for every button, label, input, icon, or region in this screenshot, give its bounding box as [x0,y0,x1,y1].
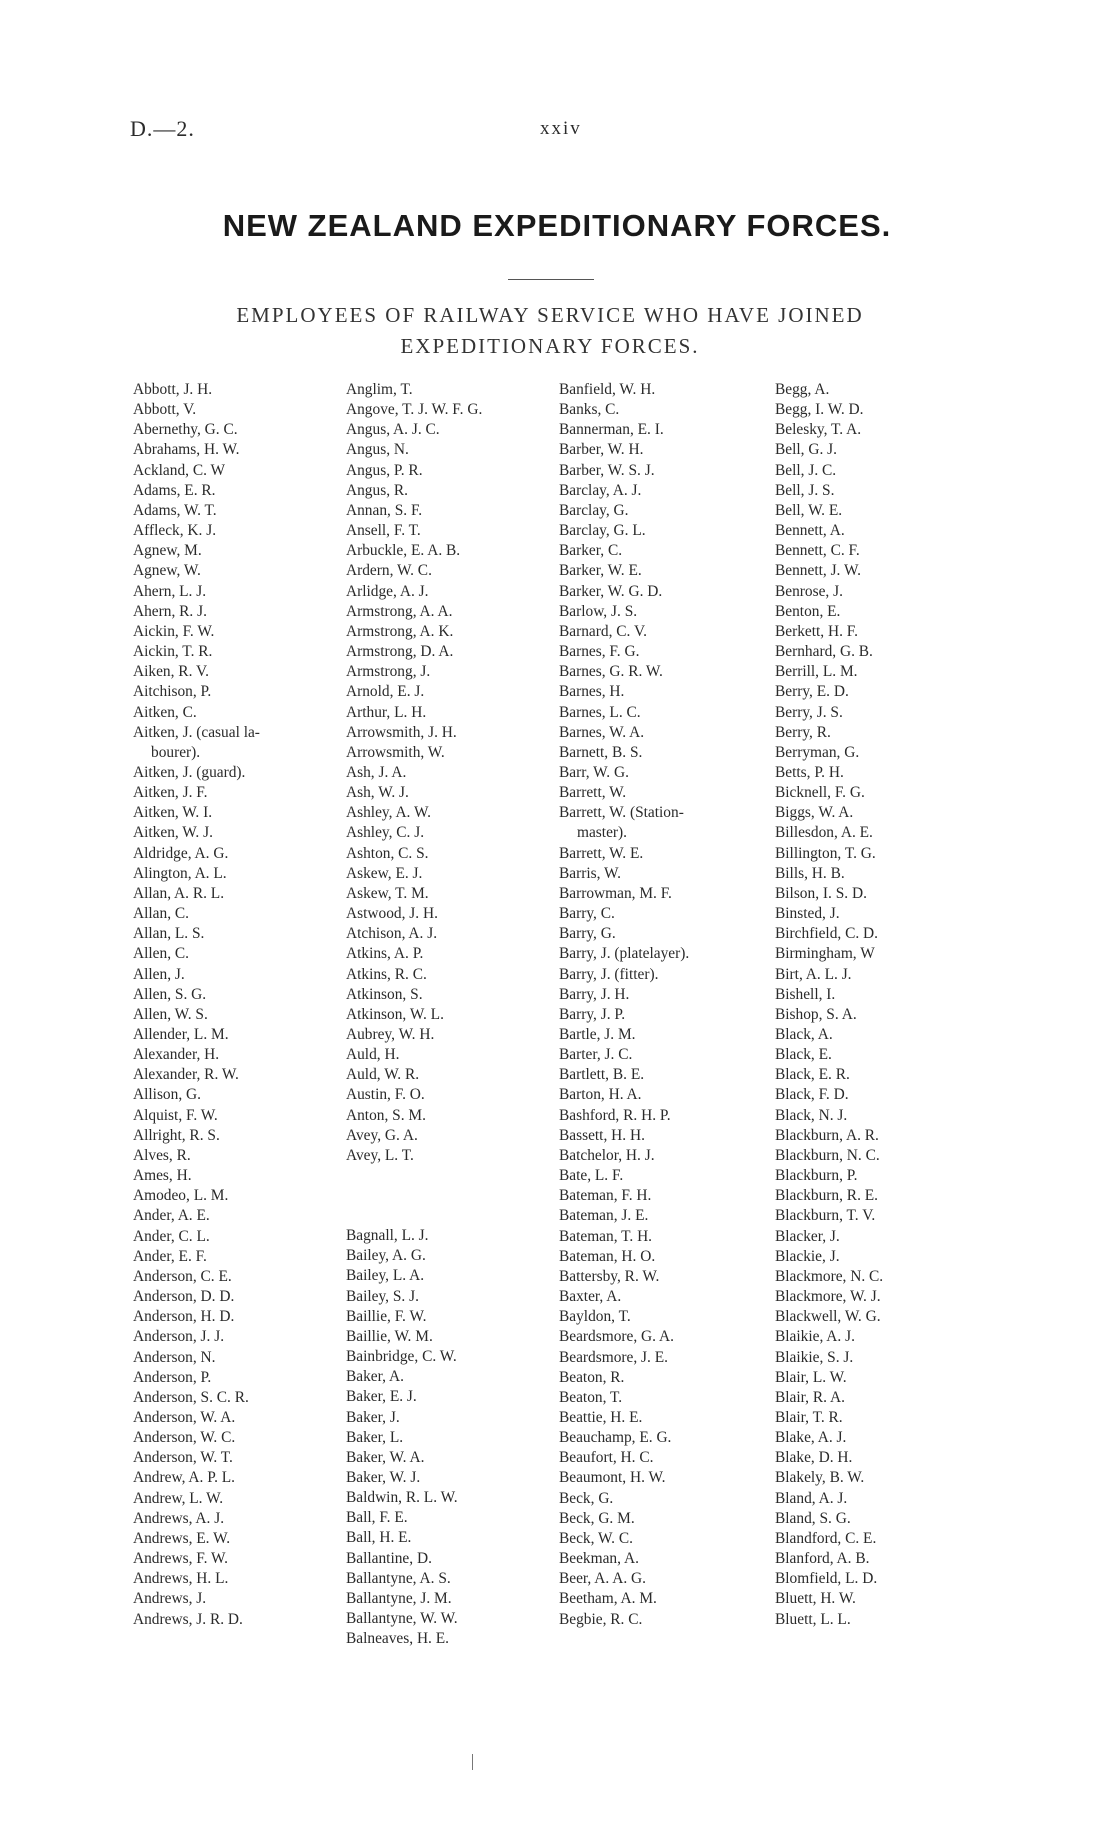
list-item: Aitken, W. I. [133,804,213,822]
list-item: Ballantyne, W. W. [346,1610,458,1628]
list-item: Anderson, N. [133,1348,216,1366]
list-item: Blaikie, S. J. [775,1348,854,1366]
list-item: Andrew, A. P. L. [133,1469,236,1487]
footer-mark [472,1754,473,1770]
list-item: Abbott, V. [133,401,197,419]
list-item: Baker, L. [346,1428,404,1446]
list-item: Arlidge, A. J. [346,582,429,600]
list-item: Armstrong, A. K. [346,622,454,640]
list-item: Adams, W. T. [133,501,217,519]
list-item: Bailey, L. A. [346,1267,425,1285]
list-item: Blake, A. J. [775,1429,847,1447]
list-item: Berkett, H. F. [775,622,858,640]
list-item: Bailey, A. G. [346,1247,426,1265]
list-item: Beauchamp, E. G. [559,1429,672,1447]
list-item: Berry, E. D. [775,683,849,701]
list-item: Barker, C. [559,542,623,560]
list-item: Blair, T. R. [775,1408,843,1426]
list-item: Black, E. [775,1046,832,1064]
list-item: Arbuckle, E. A. B. [346,542,461,560]
list-item: Baillie, F. W. [346,1307,427,1325]
list-item: Andrews, H. L. [133,1570,229,1588]
list-item: Barris, W. [559,864,621,882]
list-item: Barclay, A. J. [559,481,642,499]
list-item: Atchison, A. J. [346,925,438,943]
list-item: Barnes, F. G. [559,643,640,661]
list-item: Baker, W. J. [346,1468,421,1486]
list-item: Bainbridge, C. W. [346,1348,457,1366]
list-item: Bailey, S. J. [346,1287,419,1305]
list-item: Blakely, B. W. [775,1469,865,1487]
list-item: Beaton, R. [559,1368,625,1386]
list-item: Berrill, L. M. [775,663,858,681]
list-item: Anderson, W. A. [133,1408,236,1426]
list-item: Arnold, E. J. [346,683,425,701]
list-item: Bell, J. C. [775,461,837,479]
list-item: Ash, J. A. [346,763,407,781]
list-item: Bannerman, E. I. [559,421,664,439]
list-item: Ander, E. F. [133,1247,207,1265]
list-item: Batchelor, H. J. [559,1146,655,1164]
list-item: Barker, W. E. [559,562,642,580]
list-item: Birmingham, W [775,945,875,963]
list-item: Armstrong, D. A. [346,643,454,661]
list-item: Andrews, J. [133,1590,207,1608]
list-item: Blackburn, N. C. [775,1146,880,1164]
list-item: Blackburn, R. E. [775,1187,879,1205]
list-item: Baldwin, R. L. W. [346,1489,458,1507]
list-item: Aickin, F. W. [133,622,215,640]
list-item: Blair, R. A. [775,1388,845,1406]
list-item: Aiken, R. V. [133,663,209,681]
list-item: Barry, J. P. [559,1005,626,1023]
list-item: Aldridge, A. G. [133,844,229,862]
names-column-4 [775,380,971,1630]
list-item: Benton, E. [775,602,841,620]
list-item: Beardsmore, G. A. [559,1328,674,1346]
list-item: Barrett, W. E. [559,844,644,862]
list-item: Anderson, J. J. [133,1328,225,1346]
list-item: Barnard, C. V. [559,622,647,640]
list-item: Bishell, I. [775,985,836,1003]
list-item: Annan, S. F. [346,501,423,519]
list-item: Abbott, J. H. [133,381,213,398]
list-item: Avey, L. T. [346,1146,414,1164]
list-item: Andrews, E. W. [133,1529,231,1547]
list-item: Amodeo, L. M. [133,1187,229,1205]
list-item: Aickin, T. R. [133,643,213,661]
list-item: Ball, F. E. [346,1509,408,1527]
list-item: Anderson, W. T. [133,1449,233,1467]
list-item: Allan, A. R. L. [133,884,225,902]
list-item: Armstrong, A. A. [346,602,453,620]
list-item: Barry, J. (platelayer). [559,945,690,963]
list-item: Affleck, K. J. [133,522,217,540]
list-item: Alexander, R. W. [133,1066,239,1084]
list-item: Ansell, F. T. [346,522,421,540]
section-subtitle [150,300,950,362]
list-item: Angus, A. J. C. [346,421,440,439]
list-item: Ash, W. J. [346,784,409,802]
names-column-3 [559,380,755,1630]
list-item: Blackburn, P. [775,1167,858,1185]
list-item: Blackmore, W. J. [775,1288,881,1306]
page-reference: D.—2. [130,116,195,141]
list-item: Anderson, C. E. [133,1267,232,1285]
list-item: Ballantyne, J. M. [346,1589,452,1607]
list-item: Beaton, T. [559,1388,623,1406]
list-item: Bell, W. E. [775,501,843,519]
list-item: Ander, C. L. [133,1227,210,1245]
list-item: Avey, G. A. [346,1126,418,1144]
list-item: Ashley, C. J. [346,824,425,842]
list-item: Askew, E. J. [346,864,423,882]
list-item: Aitken, W. J. [133,824,213,842]
list-item: Bishop, S. A. [775,1005,857,1023]
list-item: Benrose, J. [775,582,843,600]
list-item: Agnew, M. [133,542,202,560]
list-item: Bell, J. S. [775,481,835,499]
list-item: Arthur, L. H. [346,703,427,721]
list-item: Baker, W. A. [346,1448,425,1466]
list-item: Baker, A. [346,1368,404,1386]
list-item: Blackie, J. [775,1247,840,1265]
list-item: Barclay, G. [559,501,629,519]
list-item: Bennett, A. [775,522,845,540]
list-item: Auld, H. [346,1046,400,1064]
list-item: Barnes, L. C. [559,703,641,721]
list-item: Astwood, J. H. [346,905,438,923]
page-number: xxiv [540,118,582,139]
subtitle-line-2: EXPEDITIONARY FORCES. [400,334,700,358]
list-item: Ballantyne, A. S. [346,1569,451,1587]
list-item: Atkinson, W. L. [346,1005,444,1023]
list-item: Beardsmore, J. E. [559,1348,668,1366]
list-item: Billington, T. G. [775,844,876,862]
list-item: Bernhard, G. B. [775,643,873,661]
list-item: Andrews, A. J. [133,1509,225,1527]
list-item: Ardern, W. C. [346,562,432,580]
list-item: Bilson, I. S. D. [775,884,867,902]
list-item: Ballantine, D. [346,1549,432,1567]
list-item: Barrowman, M. F. [559,884,672,902]
list-item: Blaikie, A. J. [775,1328,855,1346]
list-item: Alington, A. L. [133,864,227,882]
list-item: Berry, R. [775,723,831,741]
list-item: Belesky, T. A. [775,421,862,439]
list-item: Allender, L. M. [133,1026,229,1043]
list-item: Beetham, A. M. [559,1590,657,1608]
list-item: Baker, J. [346,1408,400,1426]
list-item: Ahern, R. J. [133,602,207,620]
list-item: Barber, W. H. [559,441,644,459]
list-item: Bicknell, F. G. [775,784,865,802]
list-item: Bartlett, B. E. [559,1066,645,1084]
list-item: Barnes, G. R. W. [559,663,663,681]
list-item: Bland, S. G. [775,1509,851,1527]
list-item: Bagnall, L. J. [346,1227,429,1245]
list-item: Allen, J. [133,965,185,983]
list-item: Allright, R. S. [133,1126,220,1144]
list-item: Blackwell, W. G. [775,1308,881,1326]
names-column-2-b-block [346,1226,542,1649]
list-item: Beck, G. [559,1489,614,1507]
list-item: Blandford, C. E. [775,1529,877,1547]
list-item: Barlow, J. S. [559,602,638,620]
list-item: Balneaves, H. E. [346,1630,450,1648]
list-item: Bassett, H. H. [559,1126,645,1144]
list-item: Blackmore, N. C. [775,1267,884,1285]
list-item: Atkinson, S. [346,985,423,1003]
list-item: Blackburn, T. V. [775,1207,876,1225]
list-item: Birchfield, C. D. [775,925,879,943]
list-item: Anderson, P. [133,1368,212,1386]
list-item: Blacker, J. [775,1227,840,1245]
list-item: Arrowsmith, W. [346,743,445,761]
list-item: Aitken, J. F. [133,784,208,802]
list-item: Allen, W. S. [133,1005,208,1023]
list-item: Alves, R. [133,1146,191,1164]
list-item: Ander, A. E. [133,1207,210,1225]
list-item: Barrett, W. [559,784,627,802]
list-item: Allison, G. [133,1086,201,1104]
list-item: Begg, I. W. D. [775,401,864,419]
list-item: Barr, W. G. [559,763,629,781]
list-item: Askew, T. M. [346,884,429,902]
list-item: Blair, L. W. [775,1368,847,1386]
list-item: Alexander, H. [133,1046,220,1064]
list-item: Barnes, H. [559,683,625,701]
list-item: Black, F. D. [775,1086,849,1104]
list-item: Beaufort, H. C. [559,1449,654,1467]
list-item: Angus, R. [346,481,408,499]
list-item: Bland, A. J. [775,1489,848,1507]
list-item: Anderson, H. D. [133,1308,235,1326]
list-item: Bateman, F. H. [559,1187,652,1205]
list-item: Anton, S. M. [346,1106,426,1124]
list-item: Abrahams, H. W. [133,441,240,459]
list-item: Armstrong, J. [346,663,431,681]
list-item: Angove, T. J. W. F. G. [346,401,483,419]
list-item: Bell, G. J. [775,441,837,459]
list-item: Adams, E. R. [133,481,216,499]
names-column-2 [346,380,542,1649]
list-item: Barnett, B. S. [559,743,643,761]
list-item: Blanford, A. B. [775,1550,870,1568]
list-item: Betts, P. H. [775,763,844,781]
title-divider [508,279,594,280]
list-item: Baker, E. J. [346,1388,417,1406]
list-item: Anderson, D. D. [133,1288,235,1306]
list-item: Beattie, H. E. [559,1408,643,1426]
list-item: Bluett, H. W. [775,1590,856,1608]
list-item: Beaumont, H. W. [559,1469,666,1487]
list-item: Blomfield, L. D. [775,1570,878,1588]
list-item: Allan, C. [133,905,190,923]
list-item: Bluett, L. L. [775,1610,851,1628]
list-item: Bashford, R. H. P. [559,1106,671,1124]
list-item: Bayldon, T. [559,1308,631,1326]
list-item: Black, N. J. [775,1106,848,1124]
list-item: Alquist, F. W. [133,1106,218,1124]
list-item: Barnes, W. A. [559,723,645,741]
list-item: Billesdon, A. E. [775,824,873,842]
list-item: Barker, W. G. D. [559,582,663,600]
list-item: Beck, G. M. [559,1509,635,1527]
list-item: Allen, C. [133,945,190,963]
list-item: Arrowsmith, J. H. [346,723,457,741]
names-column-1 [133,380,329,1630]
list-item: master). [577,824,627,842]
list-item: Atkins, A. P. [346,945,424,963]
list-item: Angus, P. R. [346,461,423,479]
list-item: Allan, L. S. [133,925,205,943]
list-item: Blackburn, A. R. [775,1126,879,1144]
list-item: Banks, C. [559,401,620,419]
list-item: Abernethy, G. C. [133,421,238,439]
list-item: Aitken, J. (casual la- [133,723,260,741]
list-item: Berry, J. S. [775,703,843,721]
list-item: Binsted, J. [775,905,840,923]
list-item: Barry, C. [559,905,615,923]
list-item: Beck, W. C. [559,1529,633,1547]
list-item: Banfield, W. H. [559,381,656,398]
list-item: Beer, A. A. G. [559,1570,647,1588]
names-column-2-a-block [346,380,542,1166]
list-item: Bennett, C. F. [775,542,860,560]
list-item: Beekman, A. [559,1550,639,1568]
list-item: Ball, H. E. [346,1529,412,1547]
list-item: Berryman, G. [775,743,860,761]
list-item: Baxter, A. [559,1288,622,1306]
list-item: Ashton, C. S. [346,844,429,862]
list-item: Anderson, S. C. R. [133,1388,249,1406]
list-item: Bateman, H. O. [559,1247,656,1265]
list-item: Atkins, R. C. [346,965,427,983]
list-item: Ackland, C. W [133,461,226,479]
list-item: Begg, A. [775,381,830,398]
list-item: Bateman, J. E. [559,1207,649,1225]
list-item: Aitken, C. [133,703,197,721]
page-title: NEW ZEALAND EXPEDITIONARY FORCES. [222,208,892,243]
list-item: Blake, D. H. [775,1449,853,1467]
list-item: Barry, J. (fitter). [559,965,659,983]
list-item: Austin, F. O. [346,1086,425,1104]
list-item: Ames, H. [133,1167,192,1185]
list-item: Barrett, W. (Station- [559,804,684,822]
list-item: Ashley, A. W. [346,804,431,822]
list-item: Allen, S. G. [133,985,207,1003]
list-item: Black, E. R. [775,1066,850,1084]
list-item: Barry, G. [559,925,616,943]
list-item: bourer). [151,743,201,761]
list-item: Barton, H. A. [559,1086,642,1104]
list-item: Anderson, W. C. [133,1429,236,1447]
list-item: Anglim, T. [346,381,413,398]
list-item: Bills, H. B. [775,864,845,882]
list-item: Barclay, G. L. [559,522,646,540]
list-item: Bennett, J. W. [775,562,861,580]
list-item: Andrew, L. W. [133,1489,224,1507]
list-item: Bartle, J. M. [559,1026,636,1043]
list-item: Andrews, F. W. [133,1550,228,1568]
list-item: Baillie, W. M. [346,1327,433,1345]
list-item: Barber, W. S. J. [559,461,655,479]
list-item: Begbie, R. C. [559,1610,643,1628]
list-item: Bateman, T. H. [559,1227,653,1245]
list-item: Aubrey, W. H. [346,1026,435,1043]
list-item: Barter, J. C. [559,1046,633,1064]
list-item: Barry, J. H. [559,985,630,1003]
list-item: Aitchison, P. [133,683,212,701]
column-gap [346,1166,542,1226]
list-item: Auld, W. R. [346,1066,420,1084]
list-item: Biggs, W. A. [775,804,854,822]
list-item: Black, A. [775,1026,833,1043]
subtitle-line-1: EMPLOYEES OF RAILWAY SERVICE WHO HAVE JOINED [236,303,864,327]
list-item: Angus, N. [346,441,409,459]
list-item: Battersby, R. W. [559,1267,660,1285]
list-item: Aitken, J. (guard). [133,763,246,781]
list-item: Bate, L. F. [559,1167,624,1185]
list-item: Ahern, L. J. [133,582,207,600]
list-item: Andrews, J. R. D. [133,1610,243,1628]
list-item: Agnew, W. [133,562,201,580]
list-item: Birt, A. L. J. [775,965,852,983]
